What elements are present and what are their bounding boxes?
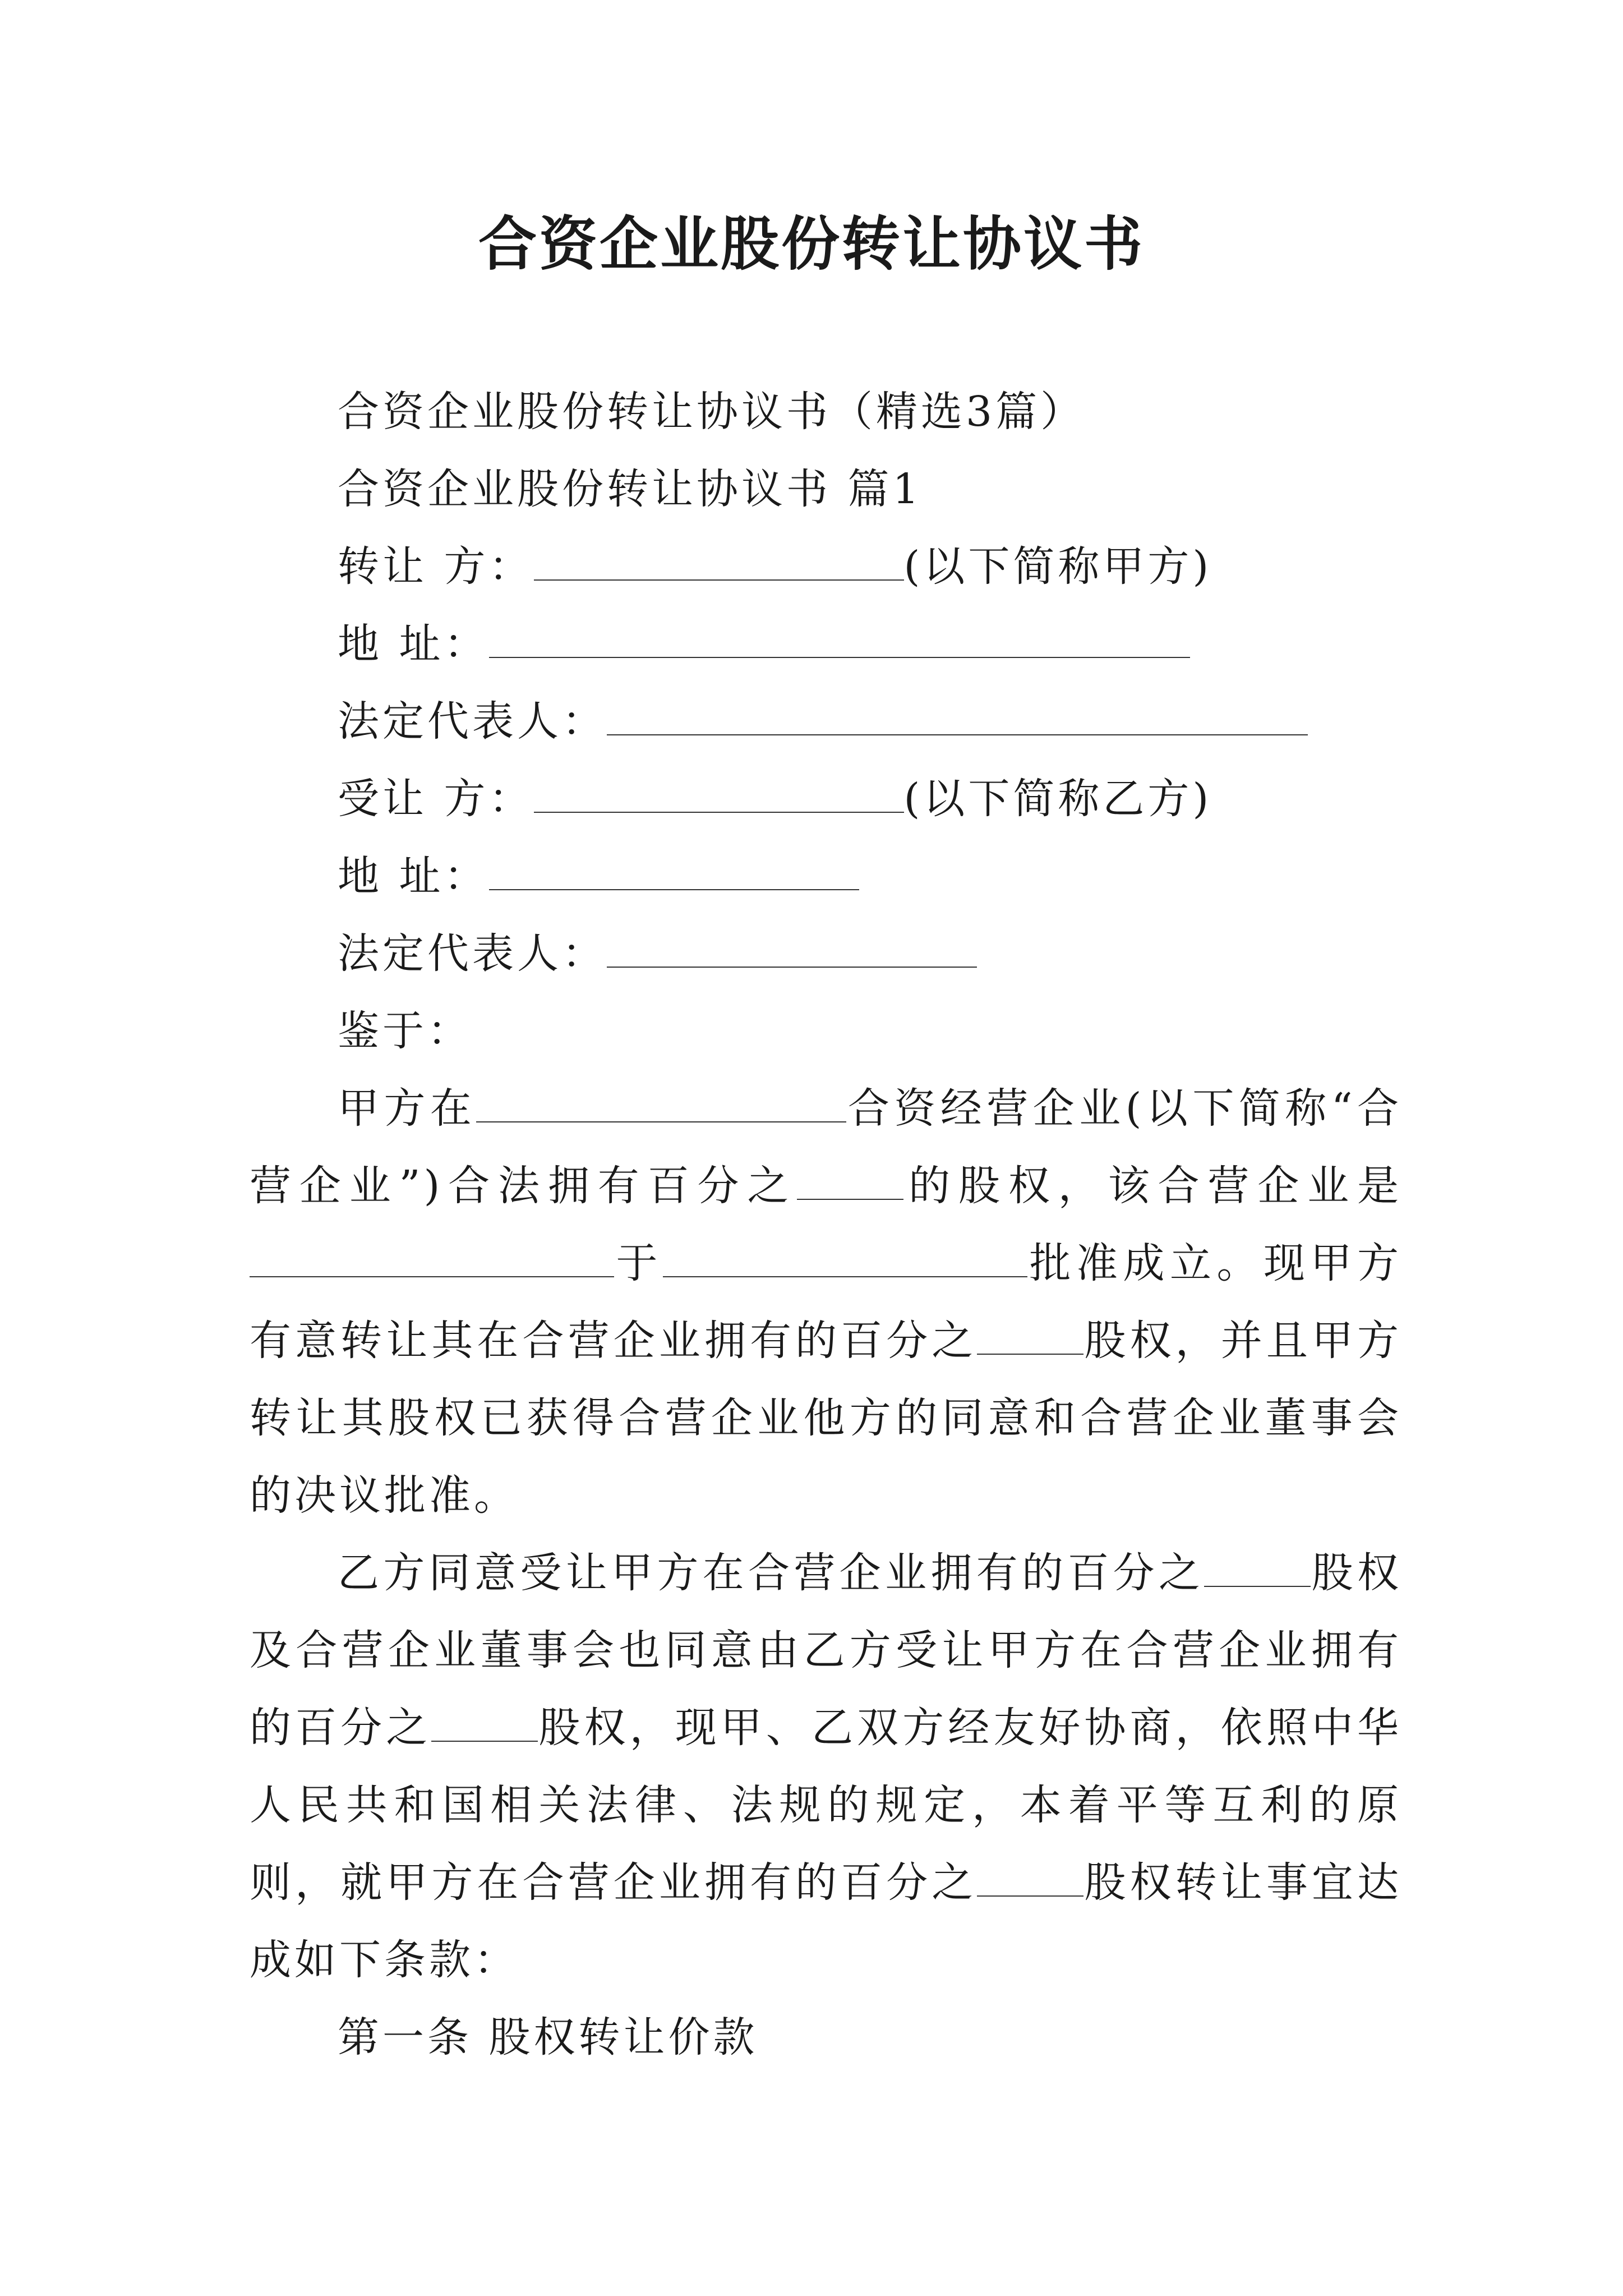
section-heading: 合资企业股份转让协议书 篇1 xyxy=(338,465,923,513)
transferor-name-blank[interactable] xyxy=(534,544,904,581)
para1-text-4: 于 xyxy=(614,1239,663,1287)
para1-text-1: 甲方在 xyxy=(338,1084,477,1133)
share-percent-blank-1[interactable] xyxy=(797,1163,903,1200)
share-percent-blank-5[interactable] xyxy=(977,1860,1083,1897)
para1-text-5: 批准成立。现甲方有意转让其在合营企业拥有的百分之 xyxy=(250,1239,1402,1365)
para1-text-3: 的股权，该合营企业是 xyxy=(903,1162,1403,1210)
transferor-address-line xyxy=(250,605,1402,683)
transferee-line xyxy=(250,760,1402,838)
transferor-note: (以下简称甲方) xyxy=(903,542,1212,591)
para1-text-6: 股权，并且甲方转让其股权已获得合营企业他方的同意和合营企业董事会的决议批准。 xyxy=(250,1317,1402,1520)
transferee-rep-label: 法定代表人： xyxy=(338,930,607,978)
approval-date-blank[interactable] xyxy=(663,1240,1027,1277)
transferee-address-line xyxy=(250,838,1402,915)
para2-text-1: 乙方同意受让甲方在合营企业拥有的百分之 xyxy=(338,1549,1205,1597)
transferor-rep-label: 法定代表人： xyxy=(338,697,607,746)
article-1-line xyxy=(250,1999,1402,2076)
subtitle-line xyxy=(250,373,1402,450)
transferor-rep-line xyxy=(250,683,1402,760)
document-body xyxy=(250,373,1402,2076)
share-percent-blank-3[interactable] xyxy=(1204,1550,1311,1587)
transferee-rep-blank[interactable] xyxy=(607,931,977,968)
transferee-note: (以下简称乙方) xyxy=(903,775,1212,823)
subtitle: 合资企业股份转让协议书（精选3篇） xyxy=(338,388,1086,436)
transferor-line xyxy=(250,528,1402,605)
transferor-address-blank[interactable] xyxy=(489,621,1190,658)
whereas-line xyxy=(250,992,1402,1070)
article-1-heading: 第一条 股权转让价款 xyxy=(338,2013,758,2062)
transferee-name-blank[interactable] xyxy=(534,776,904,813)
whereas-paragraph-2 xyxy=(250,1534,1402,1999)
share-percent-blank-4[interactable] xyxy=(431,1705,538,1742)
transferor-address-label: 地 址： xyxy=(338,620,489,668)
para2-text-3: 股权，现甲、乙双方经友好协商，依照中华人民共和国相关法律、法规的规定，本着平等互利的原则，就甲方在合营企业拥有的百分之 xyxy=(250,1704,1403,1907)
transferee-address-label: 地 址： xyxy=(338,852,489,900)
page-title: 合资企业股份转让协议书 xyxy=(478,209,1145,278)
para2-text-4: 股权转让事宜达成如下条款： xyxy=(250,1858,1402,1984)
transferee-rep-line xyxy=(250,915,1402,992)
transferee-address-blank[interactable] xyxy=(489,853,859,890)
section-heading-line xyxy=(250,450,1402,528)
para1-text-2: 合资经营企业(以下简称“合营企业”)合法拥有百分之 xyxy=(250,1084,1403,1210)
whereas-label: 鉴于： xyxy=(338,1007,472,1055)
transferor-label: 转让 方： xyxy=(338,542,534,591)
transferor-rep-blank[interactable] xyxy=(607,698,1308,735)
para2-text-2: 股权及合营企业董事会也同意由乙方受让甲方在合营企业拥有的百分之 xyxy=(250,1549,1403,1752)
whereas-paragraph-1 xyxy=(250,1070,1402,1534)
jv-name-blank[interactable] xyxy=(476,1085,846,1122)
transferee-label: 受让 方： xyxy=(338,775,534,823)
share-percent-blank-2[interactable] xyxy=(977,1318,1083,1355)
approval-authority-blank[interactable] xyxy=(250,1240,614,1277)
